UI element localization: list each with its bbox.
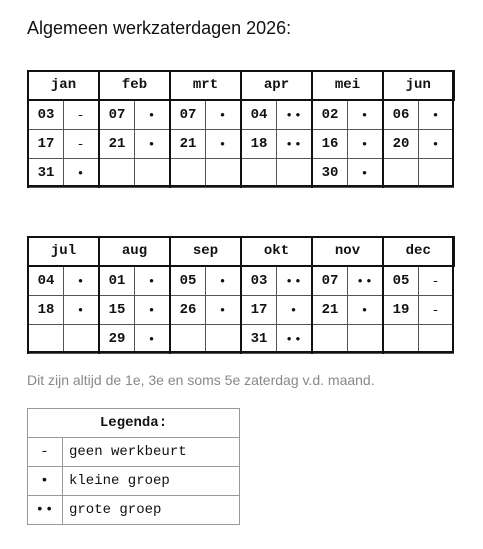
group-marker — [135, 159, 171, 188]
saturday-date: 21 — [312, 296, 348, 325]
month-header: aug — [99, 237, 170, 267]
saturday-date: 18 — [241, 130, 277, 159]
saturday-date: 31 — [241, 325, 277, 354]
group-marker: • — [419, 130, 454, 159]
saturday-date — [241, 159, 277, 188]
saturday-date: 03 — [28, 100, 64, 130]
legend-label: geen werkbeurt — [63, 438, 240, 467]
legend-title: Legenda: — [28, 409, 240, 438]
saturday-date: 30 — [312, 159, 348, 188]
saturday-date — [170, 159, 206, 188]
saturday-date: 01 — [99, 266, 135, 296]
saturday-date — [28, 325, 64, 354]
group-marker: - — [64, 130, 100, 159]
saturday-date: 07 — [170, 100, 206, 130]
group-marker: - — [64, 100, 100, 130]
group-marker — [64, 325, 100, 354]
saturday-date: 04 — [28, 266, 64, 296]
calendar-table-jan-jun — [27, 70, 455, 188]
saturday-date: 15 — [99, 296, 135, 325]
calendar-row — [28, 296, 454, 325]
group-marker: • — [348, 296, 384, 325]
group-marker: • — [135, 266, 171, 296]
saturday-date — [170, 325, 206, 354]
group-marker — [206, 325, 242, 354]
month-header: feb — [99, 71, 170, 101]
group-marker: • — [348, 130, 384, 159]
saturday-date: 21 — [99, 130, 135, 159]
month-header: sep — [170, 237, 241, 267]
group-marker: •• — [277, 325, 313, 354]
saturday-date: 31 — [28, 159, 64, 188]
saturday-date: 17 — [241, 296, 277, 325]
month-header: apr — [241, 71, 312, 101]
group-marker: • — [135, 325, 171, 354]
group-marker: • — [277, 296, 313, 325]
month-header: mrt — [170, 71, 241, 101]
month-header: dec — [383, 237, 454, 267]
saturday-date: 03 — [241, 266, 277, 296]
group-marker: • — [206, 266, 242, 296]
saturday-date: 21 — [170, 130, 206, 159]
group-marker — [419, 325, 454, 354]
group-marker: •• — [348, 266, 384, 296]
month-header: mei — [312, 71, 383, 101]
saturday-date: 05 — [170, 266, 206, 296]
group-marker — [419, 159, 454, 188]
group-marker: • — [206, 296, 242, 325]
legend-symbol: •• — [28, 496, 63, 525]
saturday-date: 18 — [28, 296, 64, 325]
group-marker — [277, 159, 313, 188]
calendar-table-jul-dec — [27, 236, 455, 354]
saturday-date — [383, 159, 419, 188]
saturday-date: 16 — [312, 130, 348, 159]
legend-label: kleine groep — [63, 467, 240, 496]
page-title: Algemeen werkzaterdagen 2026: — [27, 18, 292, 38]
saturday-date: 20 — [383, 130, 419, 159]
legend-table — [27, 408, 240, 525]
group-marker: •• — [277, 100, 313, 130]
group-marker: - — [419, 266, 454, 296]
group-marker: • — [135, 100, 171, 130]
month-header: jan — [28, 71, 99, 101]
group-marker: • — [348, 100, 384, 130]
month-header: jun — [383, 71, 454, 101]
group-marker — [206, 159, 242, 188]
group-marker: •• — [277, 266, 313, 296]
saturday-date — [383, 325, 419, 354]
saturday-date: 04 — [241, 100, 277, 130]
saturday-date: 17 — [28, 130, 64, 159]
month-header: jul — [28, 237, 99, 267]
legend-row — [28, 438, 240, 467]
saturday-date: 07 — [312, 266, 348, 296]
group-marker: • — [419, 100, 454, 130]
group-marker: • — [206, 130, 242, 159]
group-marker: •• — [277, 130, 313, 159]
calendar-row — [28, 159, 454, 188]
legend-symbol: - — [28, 438, 63, 467]
calendar-row — [28, 130, 454, 159]
saturday-date: 29 — [99, 325, 135, 354]
group-marker: • — [135, 296, 171, 325]
saturday-date: 02 — [312, 100, 348, 130]
saturday-date: 05 — [383, 266, 419, 296]
group-marker: • — [348, 159, 384, 188]
group-marker — [348, 325, 384, 354]
legend-row — [28, 496, 240, 525]
calendar-row — [28, 266, 454, 296]
saturday-date: 07 — [99, 100, 135, 130]
calendar-row — [28, 325, 454, 354]
month-header: nov — [312, 237, 383, 267]
legend-label: grote groep — [63, 496, 240, 525]
calendar-row — [28, 100, 454, 130]
group-marker: • — [64, 266, 100, 296]
group-marker: • — [64, 296, 100, 325]
footnote: Dit zijn altijd de 1e, 3e en soms 5e zaterdag v.d. maand. — [27, 372, 375, 388]
group-marker: • — [206, 100, 242, 130]
group-marker: • — [135, 130, 171, 159]
saturday-date: 19 — [383, 296, 419, 325]
saturday-date: 26 — [170, 296, 206, 325]
legend-symbol: • — [28, 467, 63, 496]
group-marker: • — [64, 159, 100, 188]
saturday-date — [99, 159, 135, 188]
legend-row — [28, 467, 240, 496]
saturday-date: 06 — [383, 100, 419, 130]
month-header: okt — [241, 237, 312, 267]
saturday-date — [312, 325, 348, 354]
group-marker: - — [419, 296, 454, 325]
